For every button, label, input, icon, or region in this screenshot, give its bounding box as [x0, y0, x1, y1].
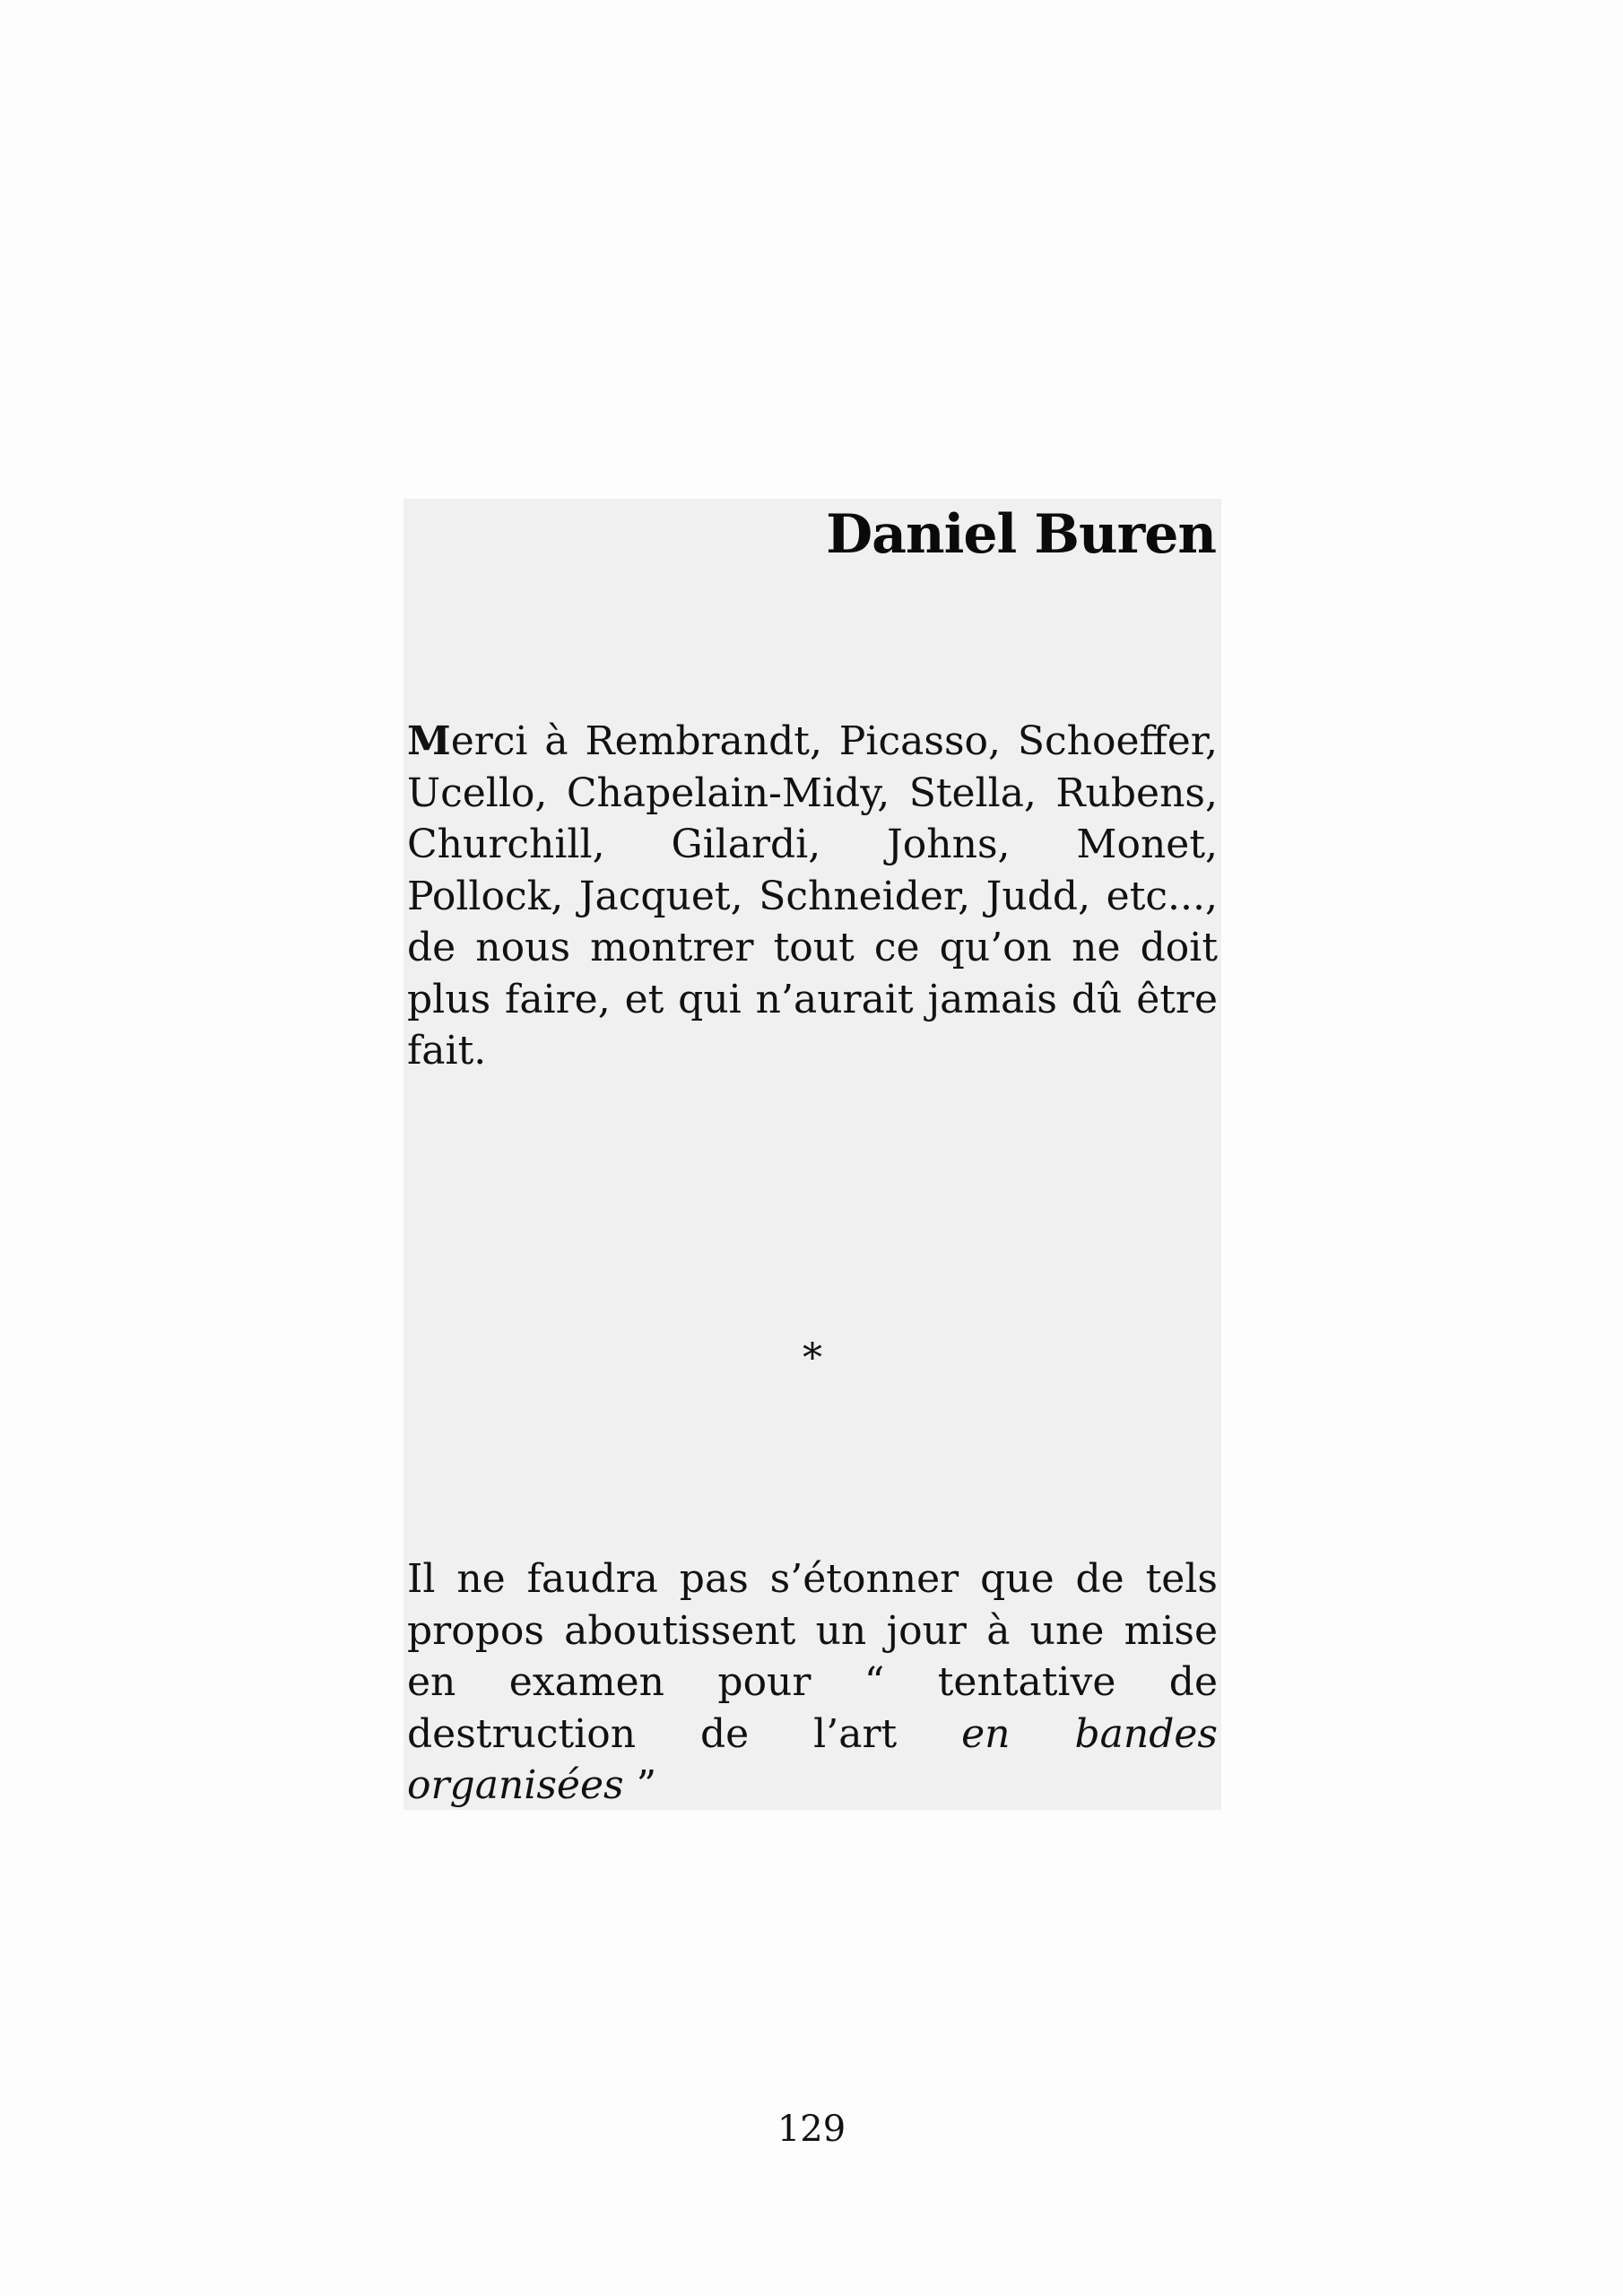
section-separator: * [803, 1335, 822, 1381]
page-number: 129 [777, 2109, 846, 2150]
paragraph-thanks-text: erci à Rembrandt, Picasso, Schoeffer, Ucello, Chapelain-Midy, Stella, Rubens, Churchill, Gilardi, Johns, Monet, Pollock, Jacquet, Schneider, Judd, etc..., de nous montrer tout ce qu’on ne doit plus faire, et qui n’aurait jamais dû être fait. [407, 718, 1218, 1074]
paragraph-warning-text: Il ne faudra pas s’étonner que de tels propos aboutissent un jour à une mise en examen pour “ tentative de destruction de l’art [407, 1556, 1218, 1757]
paragraph-warning-italic: en bandes organisées [407, 1710, 1218, 1808]
paragraph-warning [407, 1553, 1218, 1812]
text-block [404, 499, 1221, 1810]
paragraph-thanks [407, 716, 1218, 1077]
drop-initial: M [407, 718, 451, 764]
author-name: Daniel Buren [826, 503, 1216, 566]
paragraph-warning-closing: ” [623, 1762, 657, 1808]
